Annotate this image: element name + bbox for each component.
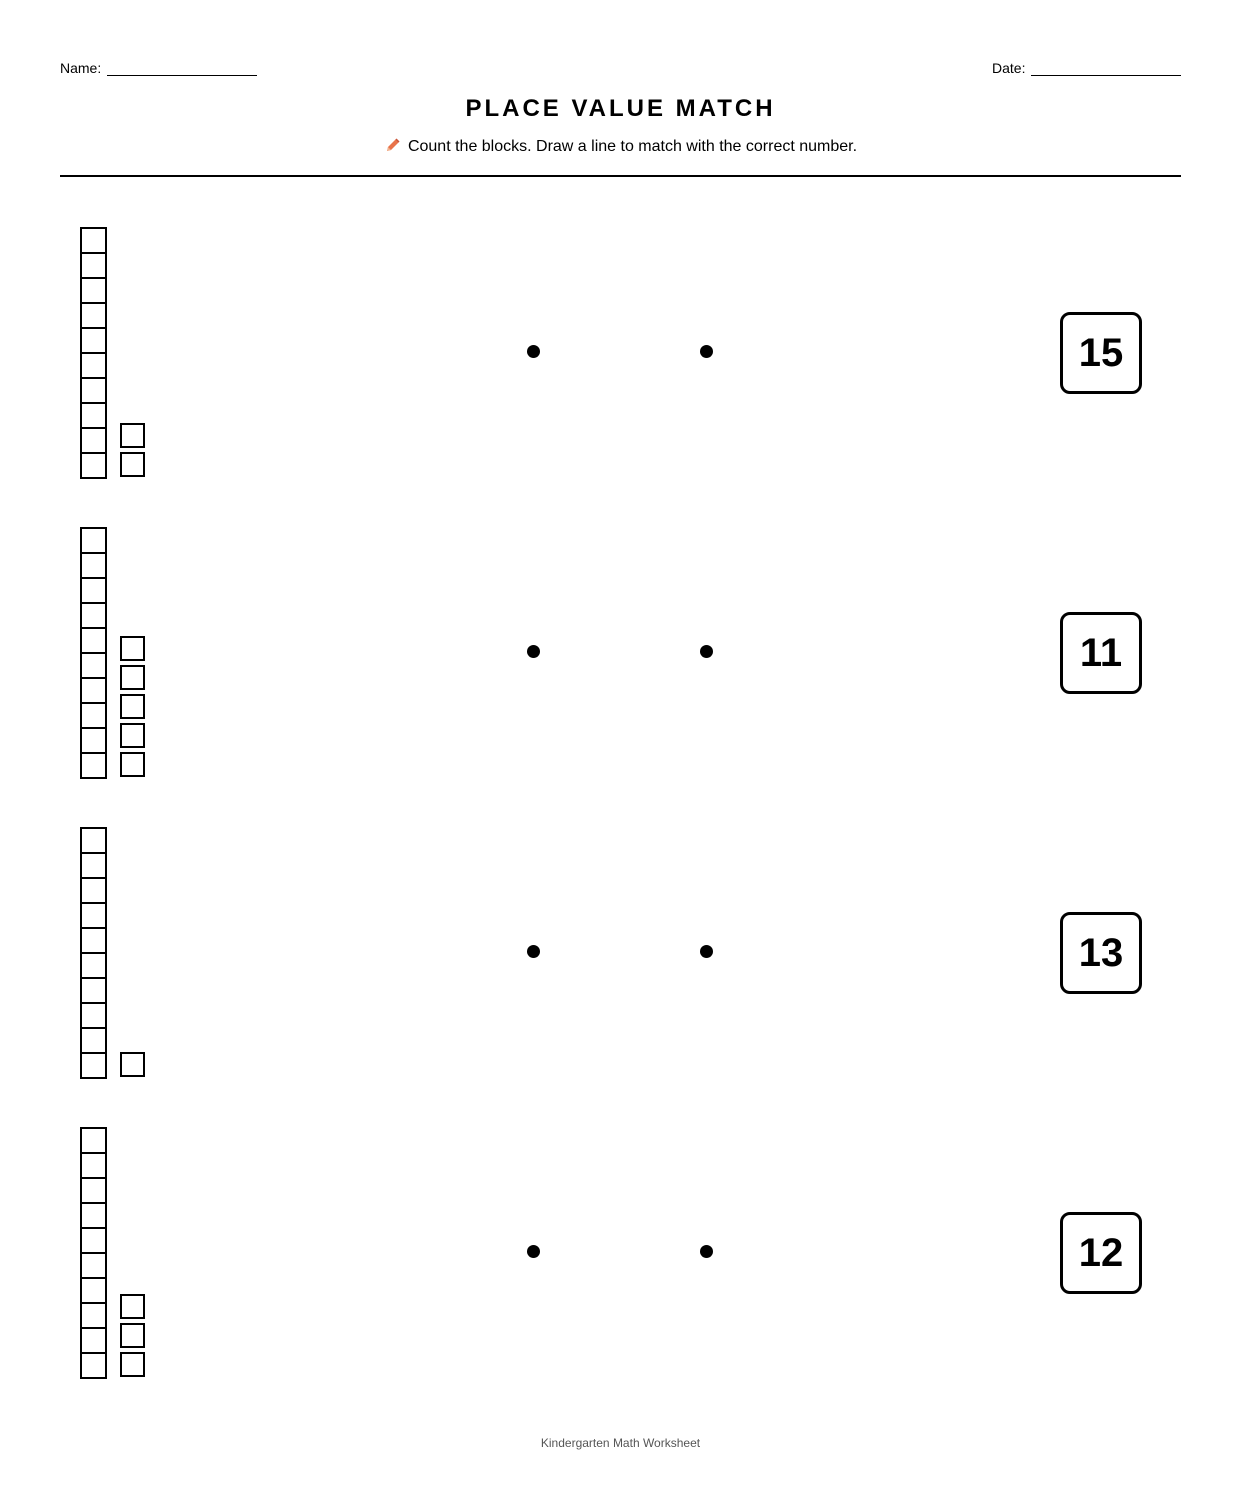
answer-number-box: 13 [1060, 912, 1142, 994]
left-match-dot[interactable] [527, 945, 540, 958]
ten-rod-block [80, 527, 107, 779]
ten-rod-cell [82, 579, 105, 604]
ten-rod-cell [82, 379, 105, 404]
ten-rod-cell [82, 1354, 105, 1377]
ten-rod-cell [82, 1054, 105, 1077]
unit-block [120, 723, 145, 748]
answer-number-box: 11 [1060, 612, 1142, 694]
instructions-text: Count the blocks. Draw a line to match with the correct number. [407, 138, 858, 155]
ones-blocks [120, 419, 145, 477]
ten-rod-cell [82, 554, 105, 579]
matching-row [0, 227, 1241, 477]
ones-blocks [120, 632, 145, 777]
answer-number-box: 12 [1060, 1212, 1142, 1294]
unit-block [120, 423, 145, 448]
answer-number-box: 15 [1060, 312, 1142, 394]
ten-rod-cell [82, 1029, 105, 1054]
date-label: Date: [992, 60, 1026, 76]
ten-rod-cell [82, 1329, 105, 1354]
ten-rod-cell [82, 404, 105, 429]
name-field [60, 60, 257, 76]
ten-rod-cell [82, 1179, 105, 1204]
ten-rod-cell [82, 454, 105, 477]
header-divider [60, 175, 1181, 177]
ten-rod-cell [82, 329, 105, 354]
ten-rod-cell [82, 1204, 105, 1229]
right-match-dot[interactable] [700, 645, 713, 658]
ten-rod-cell [82, 1129, 105, 1154]
page-title: PLACE VALUE MATCH [465, 95, 776, 122]
ten-rod-cell [82, 654, 105, 679]
unit-block [120, 452, 145, 477]
matching-row [0, 1127, 1241, 1377]
ten-rod-cell [82, 629, 105, 654]
ten-rod-cell [82, 754, 105, 777]
ten-rod-cell [82, 879, 105, 904]
ten-rod-cell [82, 729, 105, 754]
ten-rod-cell [82, 529, 105, 554]
unit-block [120, 1352, 145, 1377]
footer-text: Kindergarten Math Worksheet [540, 1436, 701, 1450]
unit-block [120, 665, 145, 690]
right-match-dot[interactable] [700, 345, 713, 358]
unit-block [120, 694, 145, 719]
ten-rod-cell [82, 854, 105, 879]
ten-rod-cell [82, 1004, 105, 1029]
ten-rod-block [80, 1127, 107, 1379]
ten-rod-cell [82, 304, 105, 329]
unit-block [120, 1323, 145, 1348]
ten-rod-cell [82, 929, 105, 954]
right-match-dot[interactable] [700, 945, 713, 958]
pencil-icon [384, 136, 402, 159]
left-match-dot[interactable] [527, 345, 540, 358]
right-match-dot[interactable] [700, 1245, 713, 1258]
unit-block [120, 636, 145, 661]
ten-rod-cell [82, 1304, 105, 1329]
unit-block [120, 752, 145, 777]
ten-rod-cell [82, 604, 105, 629]
ten-rod-cell [82, 279, 105, 304]
unit-block [120, 1294, 145, 1319]
ten-rod-cell [82, 704, 105, 729]
ten-rod-cell [82, 679, 105, 704]
ten-rod-block [80, 227, 107, 479]
ten-rod-cell [82, 954, 105, 979]
matching-row [0, 527, 1241, 777]
name-label: Name: [60, 60, 102, 76]
ones-blocks [120, 1290, 145, 1377]
ten-rod-cell [82, 1254, 105, 1279]
unit-block [120, 1052, 145, 1077]
date-field [992, 60, 1181, 76]
ten-rod-cell [82, 354, 105, 379]
ten-rod-cell [82, 1279, 105, 1304]
matching-row [0, 827, 1241, 1077]
ten-rod-cell [82, 904, 105, 929]
ones-blocks [120, 1048, 145, 1077]
ten-rod-cell [82, 254, 105, 279]
name-blank-line[interactable] [107, 60, 257, 76]
left-match-dot[interactable] [527, 1245, 540, 1258]
date-blank-line[interactable] [1031, 60, 1181, 76]
instructions [0, 136, 1241, 159]
ten-rod-cell [82, 1229, 105, 1254]
ten-rod-cell [82, 429, 105, 454]
ten-rod-cell [82, 229, 105, 254]
ten-rod-cell [82, 979, 105, 1004]
ten-rod-block [80, 827, 107, 1079]
ten-rod-cell [82, 1154, 105, 1179]
left-match-dot[interactable] [527, 645, 540, 658]
ten-rod-cell [82, 829, 105, 854]
